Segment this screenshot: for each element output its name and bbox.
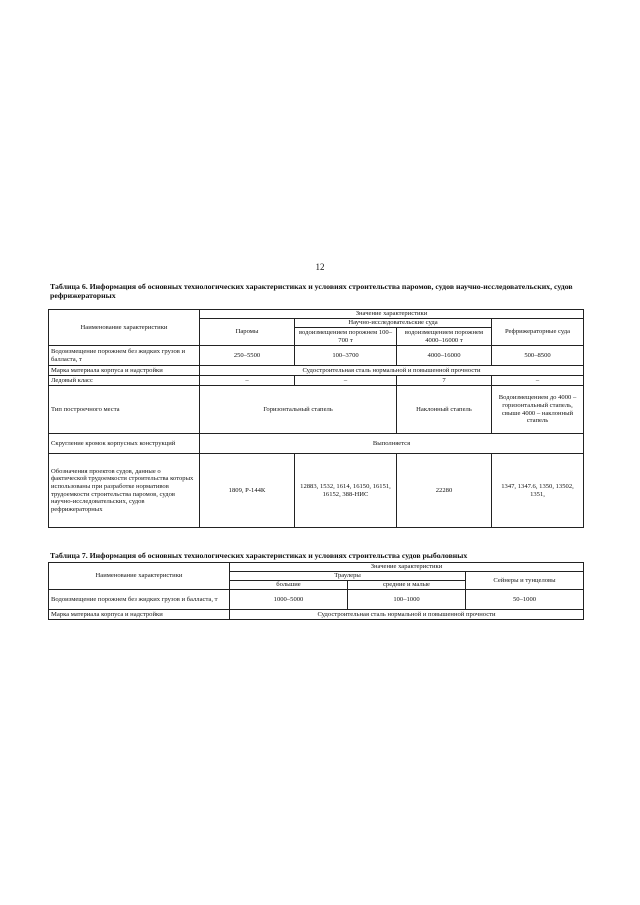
row-label: Скругление кромок корпусных конструкций [49, 434, 200, 454]
table-row [49, 376, 584, 386]
cell: – [492, 376, 584, 386]
cell: Выполняется [200, 434, 584, 454]
table6-header-name: Наименование характеристики [49, 310, 200, 346]
table7-header-name: Наименование характеристики [49, 563, 230, 590]
cell: Наклонный стапель [397, 386, 492, 434]
cell: 1347, 1347.6, 1350, 13502, 1351, [492, 454, 584, 528]
cell: 100–3700 [295, 346, 397, 366]
cell: 250–5500 [200, 346, 295, 366]
table6-header-reefer: Рефрижераторные суда [492, 319, 584, 346]
cell: Судостроительная сталь нормальной и повышенной прочности [200, 366, 584, 376]
row-label: Обозначения проектов судов, данные о фактической трудоемкости строительства которых использованы при разработке нормативов трудоемкости строительства паромов, судов научно-исследовательских, судов рефрижераторных [49, 454, 200, 528]
cell: 12883, 1532, 1614, 16150, 16151, 16152, 388-НИС [295, 454, 397, 528]
table7-header-seiners: Сейнеры и тунцеловы [466, 572, 584, 590]
table6 [48, 309, 584, 528]
table6-header-ferries: Паромы [200, 319, 295, 346]
cell: 50–1000 [466, 590, 584, 610]
cell: 1000–5000 [230, 590, 348, 610]
table7 [48, 562, 584, 620]
table-row [49, 454, 584, 528]
table-row [49, 386, 584, 434]
table-row [49, 590, 584, 610]
row-label: Ледовый класс [49, 376, 200, 386]
row-label: Марка материала корпуса и надстройки [49, 610, 230, 620]
cell: 500–8500 [492, 346, 584, 366]
table7-header-trawlers: Траулеры [230, 572, 466, 581]
table6-header-value-group: Значение характеристики [200, 310, 584, 319]
table-row [49, 346, 584, 366]
table-row [49, 610, 584, 620]
cell: Горизонтальный стапель [200, 386, 397, 434]
page-number: 12 [315, 262, 325, 272]
table6-header-research-group: Научно-исследовательские суда [295, 319, 492, 328]
row-label: Марка материала корпуса и надстройки [49, 366, 200, 376]
table7-header-value-group: Значение характеристики [230, 563, 584, 572]
cell: 4000–16000 [397, 346, 492, 366]
table7-caption: Таблица 7. Информация об основных технологических характеристиках и условиях строительства судов рыболовных [50, 551, 468, 560]
row-label: Водоизмещение порожнем без жидких грузов и балласта, т [49, 346, 200, 366]
cell: Водоизмещением до 4000 – горизонтальный стапель, свыше 4000 – наклонный стапель [492, 386, 584, 434]
cell: 7 [397, 376, 492, 386]
cell: 22280 [397, 454, 492, 528]
row-label: Тип построечного места [49, 386, 200, 434]
table7-header-medium-small: средние и малые [348, 581, 466, 590]
cell: – [295, 376, 397, 386]
table-row [49, 366, 584, 376]
table6-header-research-large: водоизмещением порожнем 4000–16000 т [397, 328, 492, 346]
cell: – [200, 376, 295, 386]
table6-caption: Таблица 6. Информация об основных технологических характеристиках и условиях строительства паромов, судов научно-исследовательских, судов рефрижераторных [50, 282, 573, 300]
table-row [49, 434, 584, 454]
cell: 100–1000 [348, 590, 466, 610]
cell: 1809, Р-144К [200, 454, 295, 528]
cell: Судостроительная сталь нормальной и повышенной прочности [230, 610, 584, 620]
row-label: Водоизмещение порожнем без жидких грузов и балласта, т [49, 590, 230, 610]
table6-header-research-small: водоизмещением порожнем 100–700 т [295, 328, 397, 346]
table7-header-large: большие [230, 581, 348, 590]
